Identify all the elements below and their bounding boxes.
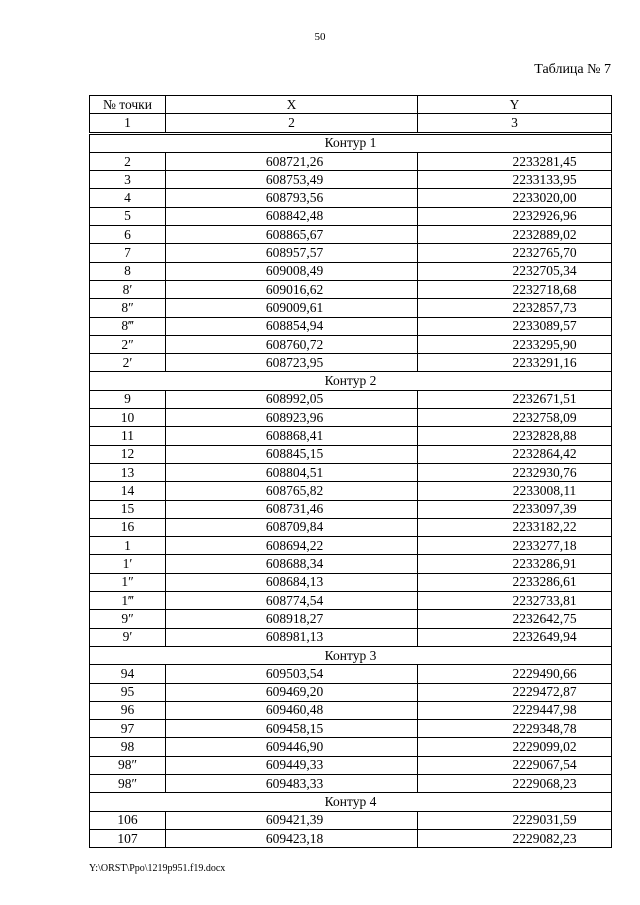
table-row: [90, 262, 612, 280]
table-row: [90, 829, 612, 847]
table-row: [90, 518, 612, 536]
footer-file-path: Y:\ORST\Ppo\1219p951.f19.docx: [89, 863, 226, 874]
y-coordinate-cell: 2232926,96: [418, 207, 612, 225]
point-number-cell: 9″: [90, 610, 166, 628]
table-row: [90, 244, 612, 262]
y-coordinate-cell: 2232733,81: [418, 592, 612, 610]
y-coordinate-cell: 2233286,61: [418, 573, 612, 591]
y-coordinate-cell: 2233182,22: [418, 518, 612, 536]
table-row: [90, 811, 612, 829]
table-row: [90, 756, 612, 774]
point-number-cell: 8″: [90, 299, 166, 317]
y-coordinate-cell: 2229067,54: [418, 756, 612, 774]
column-number-1: 1: [90, 114, 166, 133]
x-coordinate-cell: 608765,82: [166, 482, 418, 500]
table-row: [90, 482, 612, 500]
y-coordinate-cell: 2229447,98: [418, 701, 612, 719]
table-row: [90, 427, 612, 445]
point-number-cell: 94: [90, 665, 166, 683]
table-row: [90, 226, 612, 244]
y-coordinate-cell: 2232828,88: [418, 427, 612, 445]
x-coordinate-cell: 609458,15: [166, 720, 418, 738]
point-number-cell: 2′: [90, 354, 166, 372]
header-point-number: № точки: [90, 96, 166, 114]
x-coordinate-cell: 608865,67: [166, 226, 418, 244]
y-coordinate-cell: 2232649,94: [418, 628, 612, 646]
section-title: Контур 1: [90, 133, 612, 152]
table-row: [90, 720, 612, 738]
x-coordinate-cell: 609460,48: [166, 701, 418, 719]
point-number-cell: 14: [90, 482, 166, 500]
x-coordinate-cell: 609483,33: [166, 774, 418, 792]
y-coordinate-cell: 2232758,09: [418, 409, 612, 427]
x-coordinate-cell: 608709,84: [166, 518, 418, 536]
point-number-cell: 1′: [90, 555, 166, 573]
x-coordinate-cell: 608842,48: [166, 207, 418, 225]
column-number-2: 2: [166, 114, 418, 133]
table-row: [90, 738, 612, 756]
x-coordinate-cell: 608793,56: [166, 189, 418, 207]
y-coordinate-cell: 2232765,70: [418, 244, 612, 262]
x-coordinate-cell: 609446,90: [166, 738, 418, 756]
x-coordinate-cell: 609008,49: [166, 262, 418, 280]
y-coordinate-cell: 2233291,16: [418, 354, 612, 372]
point-number-cell: 11: [90, 427, 166, 445]
y-coordinate-cell: 2229031,59: [418, 811, 612, 829]
table-row: [90, 152, 612, 170]
table-row: [90, 610, 612, 628]
point-number-cell: 96: [90, 701, 166, 719]
point-number-cell: 98″: [90, 774, 166, 792]
section-title: Контур 4: [90, 793, 612, 811]
x-coordinate-cell: 608721,26: [166, 152, 418, 170]
y-coordinate-cell: 2229472,87: [418, 683, 612, 701]
table-row: [90, 628, 612, 646]
x-coordinate-cell: 609469,20: [166, 683, 418, 701]
table-row: [90, 500, 612, 518]
point-number-cell: 4: [90, 189, 166, 207]
table-caption: Таблица № 7: [534, 62, 611, 77]
page-number: 50: [314, 31, 326, 43]
x-coordinate-cell: 608923,96: [166, 409, 418, 427]
section-header-row: [90, 372, 612, 390]
x-coordinate-cell: 608868,41: [166, 427, 418, 445]
point-number-cell: 7: [90, 244, 166, 262]
y-coordinate-cell: 2232864,42: [418, 445, 612, 463]
x-coordinate-cell: 609503,54: [166, 665, 418, 683]
x-coordinate-cell: 609421,39: [166, 811, 418, 829]
x-coordinate-cell: 609009,61: [166, 299, 418, 317]
table-row: [90, 683, 612, 701]
point-number-cell: 2: [90, 152, 166, 170]
point-number-cell: 5: [90, 207, 166, 225]
table-row: [90, 207, 612, 225]
table-row: [90, 555, 612, 573]
x-coordinate-cell: 609423,18: [166, 829, 418, 847]
point-number-cell: 15: [90, 500, 166, 518]
x-coordinate-cell: 608957,57: [166, 244, 418, 262]
x-coordinate-cell: 608804,51: [166, 463, 418, 481]
y-coordinate-cell: 2233286,91: [418, 555, 612, 573]
table-row: [90, 774, 612, 792]
table-row: [90, 189, 612, 207]
table-row: [90, 409, 612, 427]
point-number-cell: 1: [90, 537, 166, 555]
y-coordinate-cell: 2233281,45: [418, 152, 612, 170]
table-row: [90, 280, 612, 298]
y-coordinate-cell: 2229490,66: [418, 665, 612, 683]
point-number-cell: 8: [90, 262, 166, 280]
y-coordinate-cell: 2232705,34: [418, 262, 612, 280]
x-coordinate-cell: 608774,54: [166, 592, 418, 610]
table-row: [90, 171, 612, 189]
table-row: [90, 665, 612, 683]
y-coordinate-cell: 2229348,78: [418, 720, 612, 738]
y-coordinate-cell: 2229068,23: [418, 774, 612, 792]
point-number-cell: 6: [90, 226, 166, 244]
y-coordinate-cell: 2233089,57: [418, 317, 612, 335]
y-coordinate-cell: 2233277,18: [418, 537, 612, 555]
table-row: [90, 537, 612, 555]
point-number-cell: 98: [90, 738, 166, 756]
x-coordinate-cell: 608753,49: [166, 171, 418, 189]
section-title: Контур 3: [90, 646, 612, 664]
y-coordinate-cell: 2232671,51: [418, 390, 612, 408]
column-number-3: 3: [418, 114, 612, 133]
table-row: [90, 390, 612, 408]
table-row: [90, 701, 612, 719]
point-number-cell: 1‴: [90, 592, 166, 610]
column-number-row: [90, 114, 612, 133]
x-coordinate-cell: 608992,05: [166, 390, 418, 408]
point-number-cell: 12: [90, 445, 166, 463]
y-coordinate-cell: 2232857,73: [418, 299, 612, 317]
header-x: X: [166, 96, 418, 114]
y-coordinate-cell: 2233008,11: [418, 482, 612, 500]
y-coordinate-cell: 2229082,23: [418, 829, 612, 847]
x-coordinate-cell: 608723,95: [166, 354, 418, 372]
y-coordinate-cell: 2232718,68: [418, 280, 612, 298]
x-coordinate-cell: 608684,13: [166, 573, 418, 591]
y-coordinate-cell: 2232889,02: [418, 226, 612, 244]
point-number-cell: 10: [90, 409, 166, 427]
x-coordinate-cell: 608694,22: [166, 537, 418, 555]
section-title: Контур 2: [90, 372, 612, 390]
y-coordinate-cell: 2233133,95: [418, 171, 612, 189]
y-coordinate-cell: 2232930,76: [418, 463, 612, 481]
table-row: [90, 317, 612, 335]
point-number-cell: 13: [90, 463, 166, 481]
point-number-cell: 2″: [90, 335, 166, 353]
point-number-cell: 16: [90, 518, 166, 536]
point-number-cell: 106: [90, 811, 166, 829]
table-row: [90, 463, 612, 481]
table-row: [90, 445, 612, 463]
point-number-cell: 98″: [90, 756, 166, 774]
x-coordinate-cell: 608845,15: [166, 445, 418, 463]
point-number-cell: 97: [90, 720, 166, 738]
y-coordinate-cell: 2233020,00: [418, 189, 612, 207]
table-row: [90, 592, 612, 610]
table-body: [90, 133, 612, 848]
table-row: [90, 335, 612, 353]
point-number-cell: 9: [90, 390, 166, 408]
section-header-row: [90, 133, 612, 152]
y-coordinate-cell: 2232642,75: [418, 610, 612, 628]
section-header-row: [90, 793, 612, 811]
y-coordinate-cell: 2233097,39: [418, 500, 612, 518]
x-coordinate-cell: 609016,62: [166, 280, 418, 298]
x-coordinate-cell: 608760,72: [166, 335, 418, 353]
point-number-cell: 8‴: [90, 317, 166, 335]
x-coordinate-cell: 608981,13: [166, 628, 418, 646]
point-number-cell: 3: [90, 171, 166, 189]
table-header-row: [90, 96, 612, 114]
table-row: [90, 354, 612, 372]
table-row: [90, 573, 612, 591]
header-y: Y: [418, 96, 612, 114]
point-number-cell: 8′: [90, 280, 166, 298]
point-number-cell: 107: [90, 829, 166, 847]
x-coordinate-cell: 608918,27: [166, 610, 418, 628]
coordinates-table: [89, 95, 612, 848]
point-number-cell: 9′: [90, 628, 166, 646]
x-coordinate-cell: 608854,94: [166, 317, 418, 335]
table-row: [90, 299, 612, 317]
section-header-row: [90, 646, 612, 664]
point-number-cell: 1″: [90, 573, 166, 591]
x-coordinate-cell: 608731,46: [166, 500, 418, 518]
x-coordinate-cell: 609449,33: [166, 756, 418, 774]
y-coordinate-cell: 2229099,02: [418, 738, 612, 756]
point-number-cell: 95: [90, 683, 166, 701]
y-coordinate-cell: 2233295,90: [418, 335, 612, 353]
x-coordinate-cell: 608688,34: [166, 555, 418, 573]
